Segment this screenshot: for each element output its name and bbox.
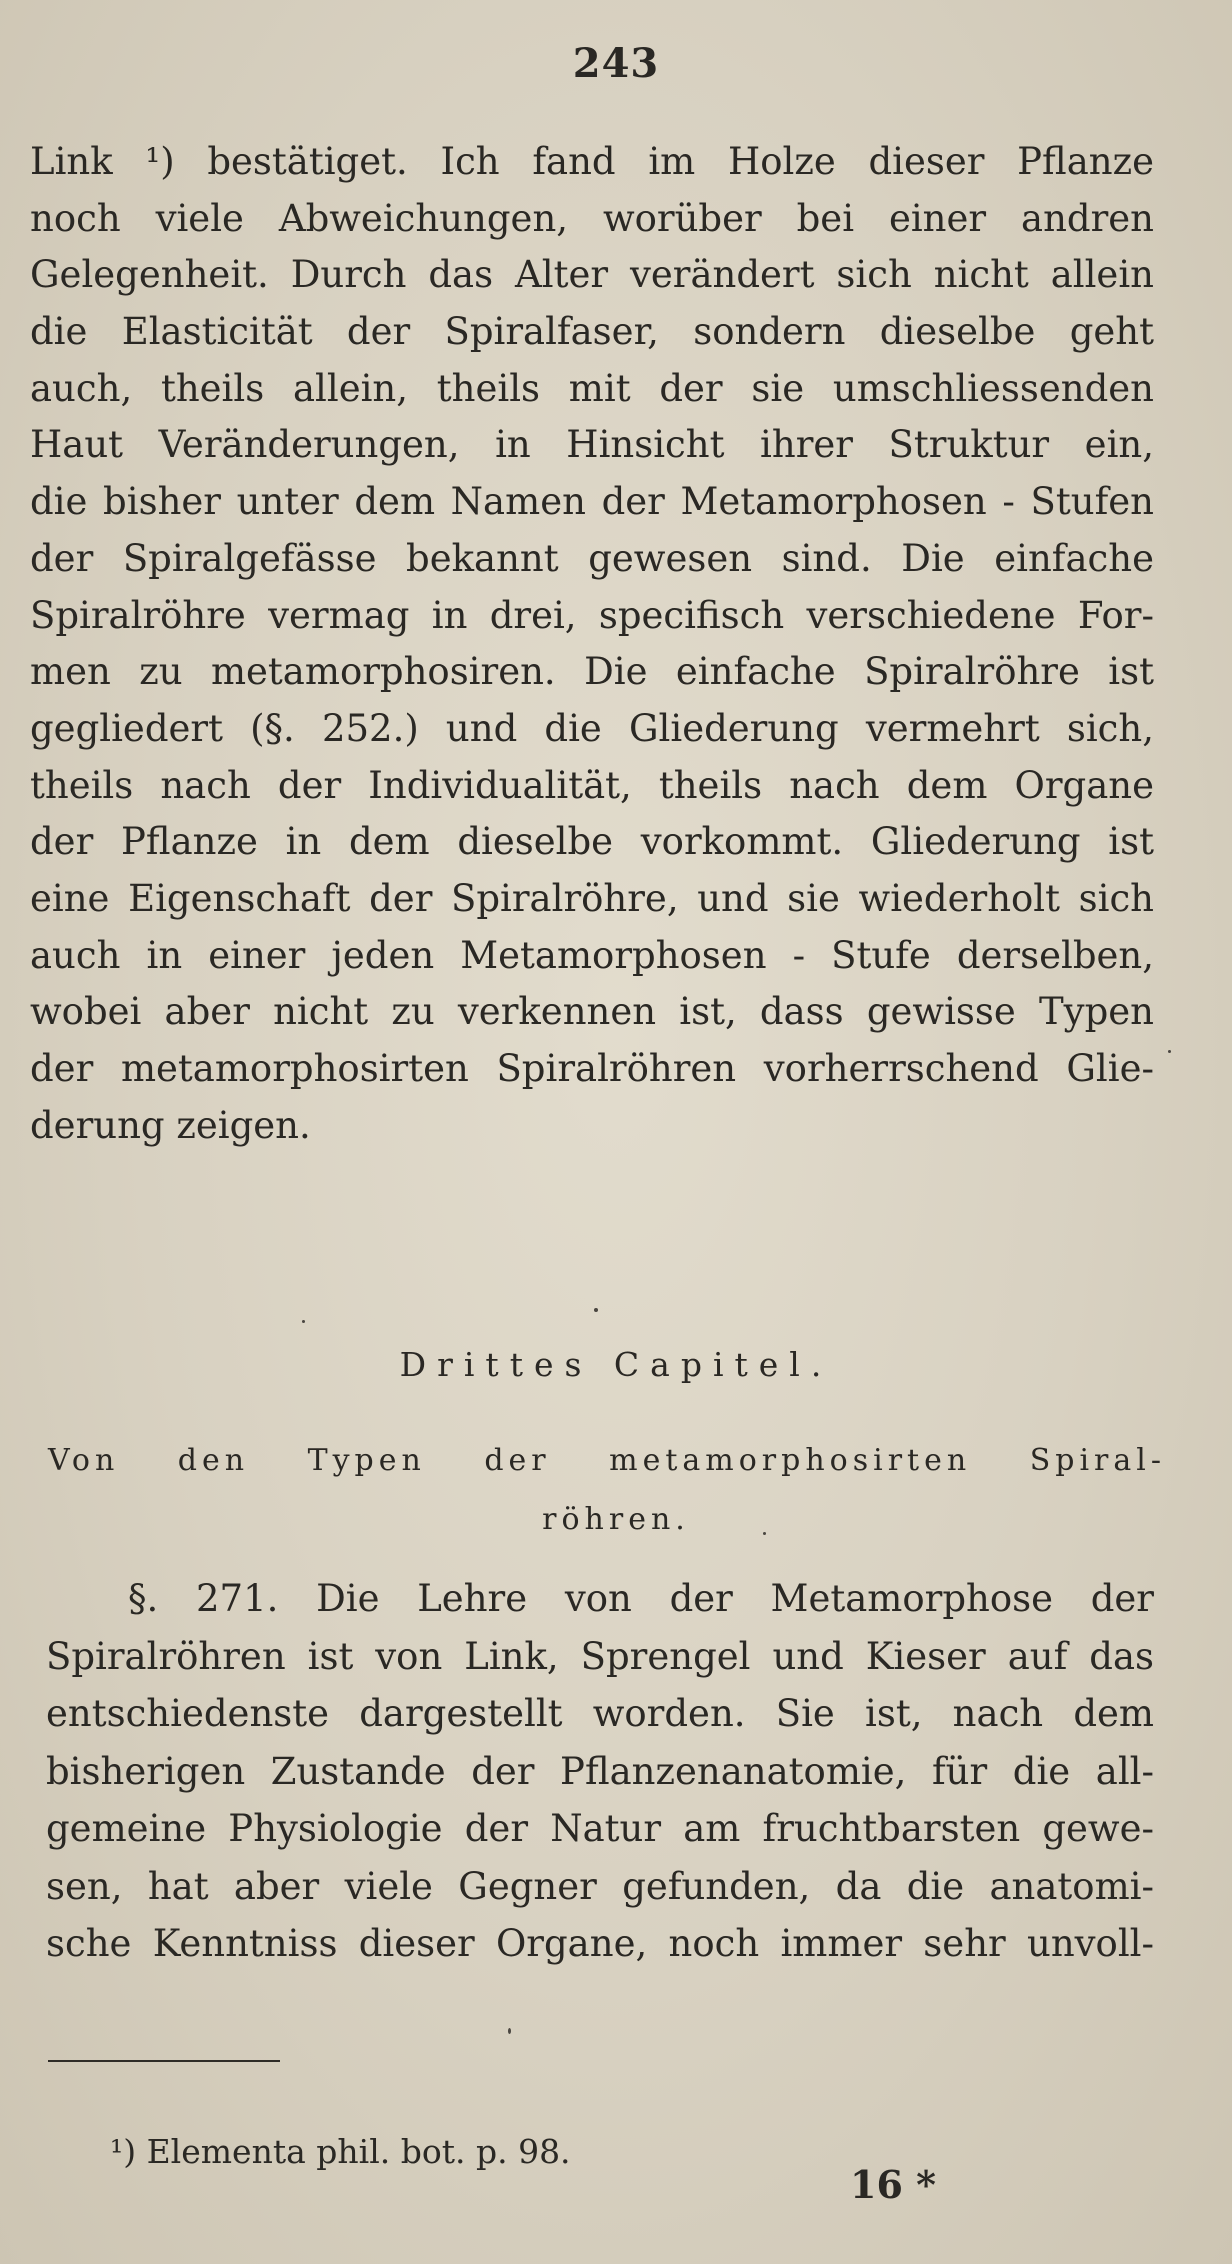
- paper-speck: [763, 1532, 766, 1535]
- chapter-subtitle-continuation: röhren.: [542, 1502, 690, 1537]
- paper-speck: [594, 1308, 598, 1312]
- text-line: Spiralröhre vermag in drei, specifisch verschiedene For-: [30, 593, 1154, 637]
- page-number: 243: [572, 40, 660, 87]
- signature-mark: 16 *: [850, 2162, 936, 2207]
- text-line: die bisher unter dem Namen der Metamorphosen - Stufen: [30, 480, 1154, 524]
- text-line: derung zeigen.: [30, 1103, 311, 1147]
- text-line: der Spiralgefässe bekannt gewesen sind. Die einfache: [30, 536, 1154, 580]
- paper-speck: [1168, 1050, 1171, 1053]
- text-line: der Pflanze in dem dieselbe vorkommt. Gliederung ist: [30, 820, 1154, 864]
- chapter-title: Drittes Capitel.: [399, 1345, 833, 1384]
- text-line: entschiedenste dargestellt worden. Sie ist, nach dem: [46, 1692, 1154, 1735]
- footnote: ¹) Elementa phil. bot. p. 98.: [110, 2132, 571, 2171]
- text-line: sen, hat aber viele Gegner gefunden, da die anatomi-: [46, 1864, 1154, 1908]
- text-line: Gelegenheit. Durch das Alter verändert sich nicht allein: [30, 253, 1154, 297]
- chapter-subtitle: Von den Typen der metamorphosirten Spiral-: [48, 1443, 1166, 1478]
- footnote-divider: [48, 2060, 280, 2062]
- text-line: men zu metamorphosiren. Die einfache Spiralröhre ist: [30, 650, 1154, 694]
- text-line: noch viele Abweichungen, worüber bei einer andren: [30, 196, 1154, 240]
- paragraph-1: [30, 134, 1154, 1154]
- text-line: auch, theils allein, theils mit der sie umschliessenden: [30, 366, 1154, 410]
- text-line: Haut Veränderungen, in Hinsicht ihrer Struktur ein,: [30, 423, 1154, 467]
- text-line: eine Eigenschaft der Spiralröhre, und sie wiederholt sich: [30, 876, 1154, 920]
- text-line: auch in einer jeden Metamorphosen - Stufe derselben,: [30, 933, 1154, 977]
- paper-speck: [508, 2028, 511, 2034]
- text-line: gemeine Physiologie der Natur am fruchtbarsten gewe-: [46, 1807, 1154, 1850]
- paper-speck: [302, 1320, 305, 1323]
- text-line: gegliedert (§. 252.) und die Gliederung vermehrt sich,: [30, 706, 1154, 750]
- text-line: theils nach der Individualität, theils nach dem Organe: [30, 763, 1154, 807]
- text-line: Spiralröhren ist von Link, Sprengel und Kieser auf das: [46, 1634, 1154, 1678]
- text-line: wobei aber nicht zu verkennen ist, dass gewisse Typen: [30, 990, 1154, 1034]
- text-line: bisherigen Zustande der Pflanzenanatomie, für die all-: [46, 1749, 1154, 1793]
- text-line: der metamorphosirten Spiralröhren vorherrschend Glie-: [30, 1047, 1154, 1090]
- paragraph-2: [46, 1570, 1154, 1973]
- text-line: sche Kenntniss dieser Organe, noch immer sehr unvoll-: [46, 1922, 1154, 1965]
- text-line: Link ¹) bestätiget. Ich fand im Holze dieser Pflanze: [30, 140, 1154, 183]
- text-line: die Elasticität der Spiralfaser, sondern dieselbe geht: [30, 310, 1154, 354]
- text-line: §. 271. Die Lehre von der Metamorphose der: [128, 1577, 1154, 1620]
